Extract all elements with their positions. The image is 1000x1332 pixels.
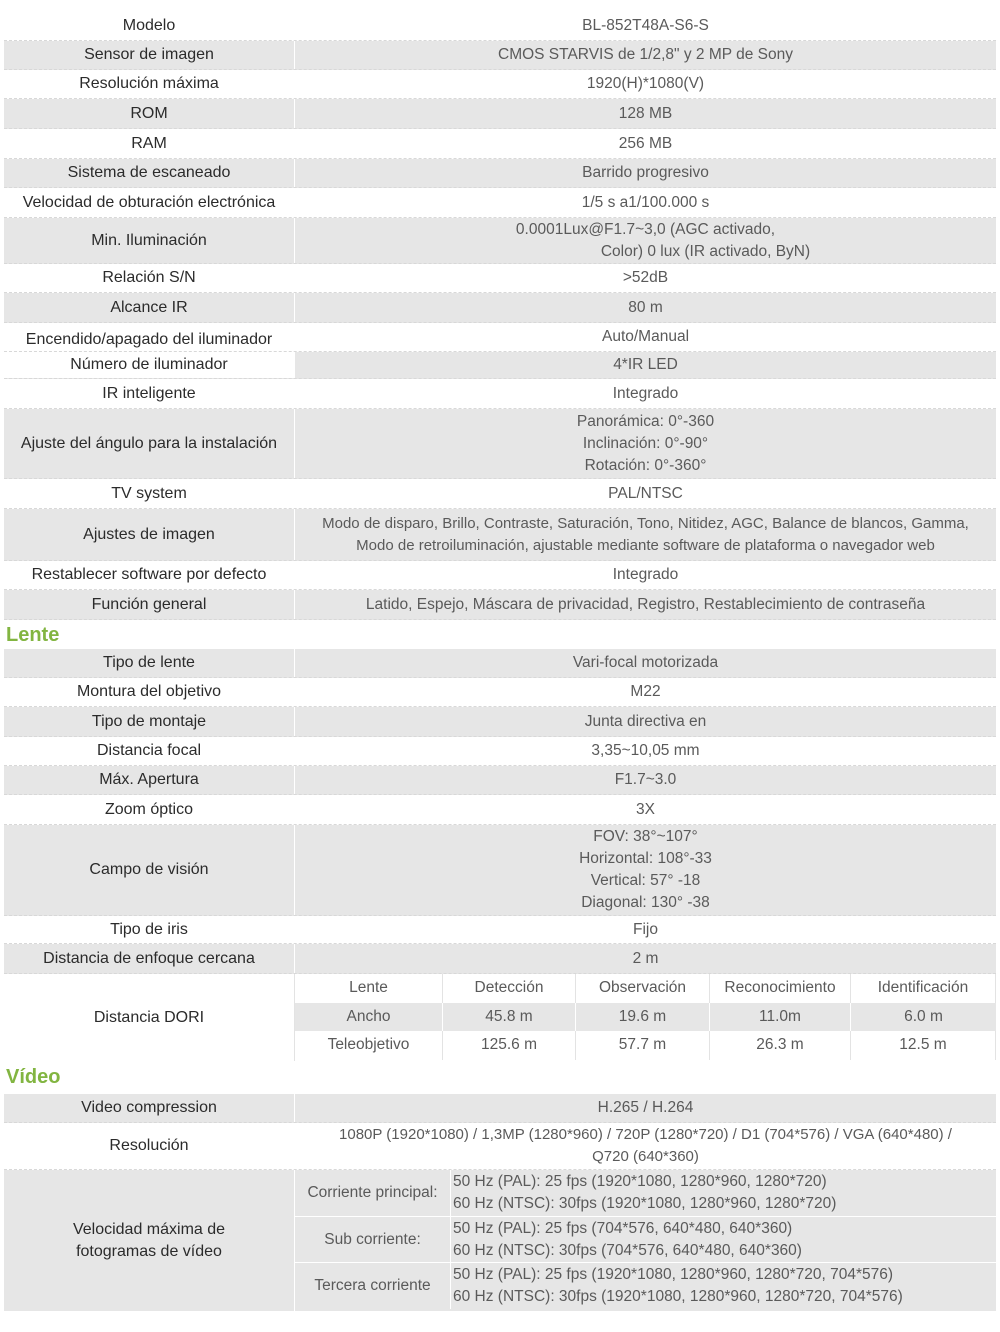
lens-row-campo-vision xyxy=(4,825,996,916)
spec-value: CMOS STARVIS de 1/2,8" y 2 MP de Sony xyxy=(498,46,793,63)
lens-row-zoom xyxy=(4,795,996,825)
dori-cell: 12.5 m xyxy=(851,1031,996,1060)
spec-value: PAL/NTSC xyxy=(608,484,683,502)
dori-header: Observación xyxy=(576,974,710,1003)
spec-value: 3X xyxy=(636,800,655,818)
spec-row-resolucion-maxima xyxy=(4,70,996,99)
spec-row-iluminador-onoff xyxy=(4,323,996,352)
dori-table xyxy=(4,974,996,1061)
stream-values: 50 Hz (PAL): 25 fps (1920*1080, 1280*960, 1280*720) 60 Hz (NTSC): 30fps (1920*1080, 1280*960, 1280*720) xyxy=(453,1173,837,1212)
dori-cell: 45.8 m xyxy=(443,1003,576,1032)
lens-row-iris xyxy=(4,916,996,944)
stream-values: 50 Hz (PAL): 25 fps (704*576, 640*480, 640*360) 60 Hz (NTSC): 30fps (704*576, 640*480, 640*360) xyxy=(453,1219,802,1259)
spec-label: Velocidad máxima de fotogramas de vídeo xyxy=(4,1170,295,1311)
section-title-video: Vídeo xyxy=(6,1066,61,1088)
dori-cell: 11.0m xyxy=(710,1003,851,1032)
dori-cell: 57.7 m xyxy=(576,1031,710,1060)
dori-cell: Ancho xyxy=(295,1003,443,1032)
spec-label: IR inteligente xyxy=(4,379,295,408)
dori-label: Distancia DORI xyxy=(4,974,295,1061)
spec-value: Junta directiva en xyxy=(584,712,707,730)
dori-header: Lente xyxy=(295,974,443,1003)
video-row-frame-rate xyxy=(4,1170,996,1311)
spec-label: Alcance IR xyxy=(4,293,295,322)
spec-value: 4*IR LED xyxy=(613,356,678,373)
stream-name: Sub corriente: xyxy=(295,1217,451,1262)
spec-row-ram xyxy=(4,129,996,159)
spec-row-ir-inteligente xyxy=(4,379,996,409)
spec-value: 3,35~10,05 mm xyxy=(591,742,700,759)
stream-row-sub xyxy=(295,1216,996,1262)
spec-label: Distancia de enfoque cercana xyxy=(4,944,295,973)
spec-label: Min. Iluminación xyxy=(4,218,295,263)
spec-row-restablecer xyxy=(4,561,996,590)
dori-header: Detección xyxy=(443,974,576,1003)
spec-value: 128 MB xyxy=(618,104,673,122)
spec-value: 80 m xyxy=(628,298,663,316)
spec-label: Número de iluminador xyxy=(4,352,295,378)
spec-row-funcion-general xyxy=(4,590,996,620)
dori-header-row xyxy=(295,974,996,1003)
spec-value: Vari-focal motorizada xyxy=(572,654,719,671)
dori-cell: 125.6 m xyxy=(443,1031,576,1060)
spec-row-obturacion xyxy=(4,188,996,218)
stream-row-tercera xyxy=(295,1262,996,1309)
spec-label: Resolución xyxy=(4,1123,295,1169)
spec-row-alcance-ir xyxy=(4,293,996,323)
spec-label: Máx. Apertura xyxy=(4,766,295,794)
lens-row-montura xyxy=(4,678,996,707)
spec-value: 1080P (1920*1080) / 1,3MP (1280*960) / 720P (1280*720) / D1 (704*576) / VGA (640*480) / Q720 (640*360) xyxy=(339,1126,952,1165)
spec-value: 1920(H)*1080(V) xyxy=(586,75,705,92)
spec-label: Distancia focal xyxy=(4,737,295,765)
spec-label: Tipo de lente xyxy=(4,649,295,677)
lens-row-focal xyxy=(4,737,996,766)
section-title-lente: Lente xyxy=(6,624,60,646)
spec-row-angulo xyxy=(4,409,996,479)
spec-label: Sistema de escaneado xyxy=(4,159,295,187)
stream-name: Tercera corriente xyxy=(295,1263,451,1309)
spec-value: FOV: 38°~107° Horizontal: 108°-33 Vertical: 57° -18 Diagonal: 130° -38 xyxy=(579,828,712,911)
stream-row-principal xyxy=(295,1170,996,1216)
spec-label: Encendido/apagado del iluminador xyxy=(4,323,295,351)
spec-label: Tipo de montaje xyxy=(4,707,295,736)
dori-grid xyxy=(295,974,996,1061)
spec-value: 0.0001Lux@F1.7~3,0 (AGC activado, Color) 0 lux (IR activado, ByN) xyxy=(515,220,811,260)
spec-value: >52dB xyxy=(622,269,669,286)
spec-label: Relación S/N xyxy=(4,264,295,292)
spec-value: Fijo xyxy=(633,920,658,938)
spec-row-modelo xyxy=(4,12,996,41)
spec-value: F1.7~3.0 xyxy=(614,771,677,788)
spec-label: Ajustes de imagen xyxy=(4,509,295,560)
spec-row-sensor xyxy=(4,41,996,70)
spec-value: 256 MB xyxy=(618,134,673,152)
spec-label: Función general xyxy=(4,590,295,619)
stream-name: Corriente principal: xyxy=(295,1170,451,1216)
spec-label: ROM xyxy=(4,99,295,128)
spec-row-numero-iluminador xyxy=(4,352,996,379)
spec-value: Barrido progresivo xyxy=(582,164,709,181)
spec-value: M22 xyxy=(630,683,661,700)
lens-row-tipo-montaje xyxy=(4,707,996,737)
dori-header: Identificación xyxy=(851,974,996,1003)
spec-row-ajustes-imagen xyxy=(4,509,996,561)
spec-value: H.265 / H.264 xyxy=(597,1099,694,1116)
spec-label: Tipo de iris xyxy=(4,916,295,943)
spec-label: Velocidad de obturación electrónica xyxy=(4,188,295,217)
dori-cell: 19.6 m xyxy=(576,1003,710,1032)
spec-row-sn xyxy=(4,264,996,293)
video-row-resolucion xyxy=(4,1123,996,1170)
spec-row-escaneado xyxy=(4,159,996,188)
spec-label: Zoom óptico xyxy=(4,795,295,824)
dori-cell: Teleobjetivo xyxy=(295,1031,443,1060)
dori-row-ancho xyxy=(295,1003,996,1032)
spec-value: 1/5 s a1/100.000 s xyxy=(581,193,710,211)
spec-label: Montura del objetivo xyxy=(4,678,295,706)
spec-label: Campo de visión xyxy=(4,825,295,915)
spec-label: Sensor de imagen xyxy=(4,41,295,69)
spec-value: BL-852T48A-S6-S xyxy=(582,17,709,34)
lens-row-tipo xyxy=(4,649,996,678)
spec-label: TV system xyxy=(4,479,295,508)
spec-value: Integrado xyxy=(612,384,679,402)
spec-row-tv-system xyxy=(4,479,996,509)
video-row-compression xyxy=(4,1094,996,1123)
spec-row-iluminacion xyxy=(4,218,996,264)
spec-value: Integrado xyxy=(612,566,679,583)
spec-label: Restablecer software por defecto xyxy=(4,561,295,589)
lens-row-enfoque xyxy=(4,944,996,974)
spec-value: Panorámica: 0°-360 Inclinación: 0°-90° Rotación: 0°-360° xyxy=(576,412,715,474)
frame-rate-grid xyxy=(295,1170,996,1311)
stream-values: 50 Hz (PAL): 25 fps (1920*1080, 1280*960, 1280*720, 704*576) 60 Hz (NTSC): 30fps (1920*1080, 1280*960, 1280*720, 704*576) xyxy=(453,1266,903,1305)
dori-header: Reconocimiento xyxy=(710,974,851,1003)
dori-cell: 26.3 m xyxy=(710,1031,851,1060)
lens-row-apertura xyxy=(4,766,996,795)
spec-value: 2 m xyxy=(632,949,659,967)
spec-label: Video compression xyxy=(4,1094,295,1122)
spec-label: RAM xyxy=(4,129,295,158)
spec-value: Auto/Manual xyxy=(601,328,690,345)
spec-label: Ajuste del ángulo para la instalación xyxy=(4,409,295,478)
dori-cell: 6.0 m xyxy=(904,1007,943,1025)
spec-value: Modo de disparo, Brillo, Contraste, Saturación, Tono, Nitidez, AGC, Balance de blancos, Gamma, Modo de retroiluminación, ajustable mediante software de plataforma o navegador web xyxy=(322,514,969,554)
spec-label: Modelo xyxy=(4,12,295,40)
dori-row-teleobjetivo xyxy=(295,1031,996,1060)
spec-label: Resolución máxima xyxy=(4,70,295,98)
spec-value: Latido, Espejo, Máscara de privacidad, Registro, Restablecimiento de contraseña xyxy=(365,595,926,613)
spec-row-rom xyxy=(4,99,996,129)
